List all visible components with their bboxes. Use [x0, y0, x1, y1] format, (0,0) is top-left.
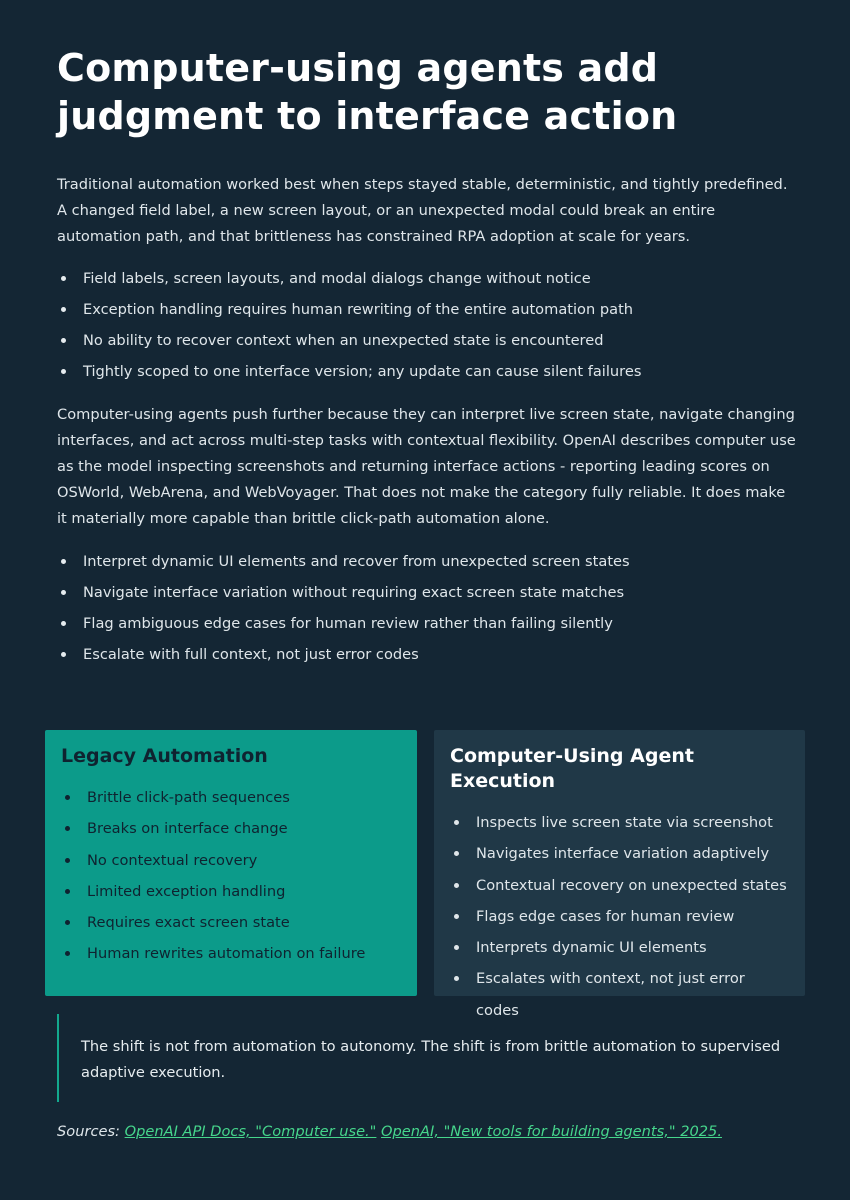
list-item: Limited exception handling — [61, 876, 401, 907]
agents-paragraph: Computer-using agents push further because they can interpret live screen state, navigate changing interfaces, and act across multi-step tasks with contextual flexibility. OpenAI describes computer use as the model inspecting screenshots and returning interface actions - reporting leading scores on OSWorld, WebArena, and WebVoyager. That does not make the category fully reliable. It does make it materially more capable than brittle click-path automation alone. — [57, 406, 796, 527]
list-item: Escalate with full context, not just error codes — [57, 639, 797, 670]
legacy-automation-card — [45, 730, 417, 996]
list-item: Inspects live screen state via screenshot — [450, 807, 789, 838]
agent-card-list — [450, 807, 789, 1026]
list-item: Navigate interface variation without requiring exact screen state matches — [57, 577, 797, 608]
list-item: Tightly scoped to one interface version; any update can cause silent failures — [57, 356, 797, 387]
list-item: Human rewrites automation on failure — [61, 938, 401, 969]
pull-quote: The shift is not from automation to autonomy. The shift is from brittle automation to supervised adaptive execution. — [57, 1014, 797, 1102]
problems-list — [57, 263, 797, 387]
list-item: Exception handling requires human rewriting of the entire automation path — [57, 294, 797, 325]
legacy-card-list — [61, 782, 401, 970]
sources-label: Sources: — [57, 1123, 120, 1140]
list-item: Field labels, screen layouts, and modal dialogs change without notice — [57, 263, 797, 294]
source-link-openai-agents[interactable]: OpenAI, "New tools for building agents," 2025. — [381, 1123, 722, 1140]
list-item: Escalates with context, not just error codes — [450, 963, 789, 1026]
list-item: Interprets dynamic UI elements — [450, 932, 789, 963]
list-item: Navigates interface variation adaptively — [450, 838, 789, 869]
agent-execution-card — [434, 730, 805, 1019]
list-item: Requires exact screen state — [61, 907, 401, 938]
legacy-card-title: Legacy Automation — [61, 745, 268, 767]
list-item: No contextual recovery — [61, 845, 401, 876]
agent-card-title: Computer-Using Agent Execution — [450, 745, 694, 792]
page-title: Computer-using agents add judgment to interface action — [57, 46, 678, 138]
list-item: No ability to recover context when an unexpected state is encountered — [57, 325, 797, 356]
list-item: Breaks on interface change — [61, 813, 401, 844]
list-item: Flags edge cases for human review — [450, 901, 789, 932]
source-link-openai-docs[interactable]: OpenAI API Docs, "Computer use." — [124, 1123, 377, 1140]
list-item: Contextual recovery on unexpected states — [450, 870, 789, 901]
intro-paragraph: Traditional automation worked best when steps stayed stable, deterministic, and tightly predefined. A changed field label, a new screen layout, or an unexpected modal could break an entire automation path, and that brittleness has constrained RPA adoption at scale for years. — [57, 176, 788, 245]
list-item: Brittle click-path sequences — [61, 782, 401, 813]
capabilities-list — [57, 546, 797, 670]
list-item: Flag ambiguous edge cases for human review rather than failing silently — [57, 608, 797, 639]
list-item: Interpret dynamic UI elements and recover from unexpected screen states — [57, 546, 797, 577]
sources-line — [57, 1120, 797, 1144]
